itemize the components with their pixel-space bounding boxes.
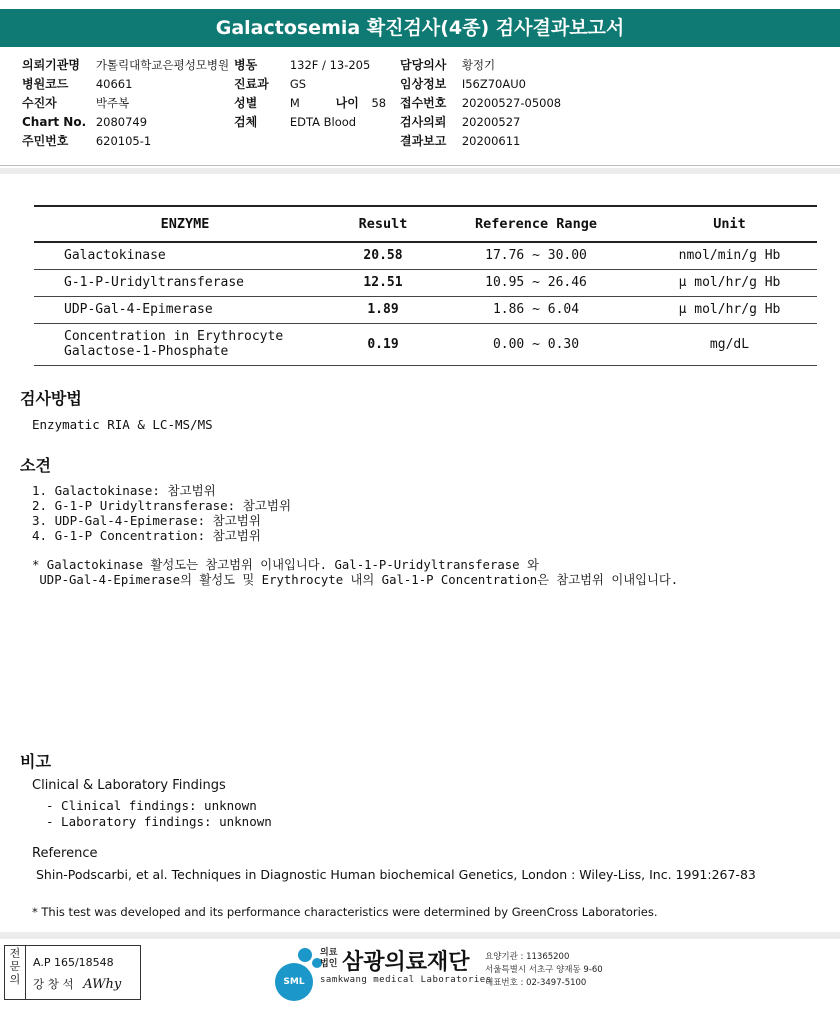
col-result: Result xyxy=(336,206,430,242)
specialist-label xyxy=(5,946,26,1000)
enzyme-unit: μ mol/hr/g Hb xyxy=(642,296,817,323)
specimen-row xyxy=(234,113,356,132)
name-row xyxy=(22,94,129,113)
col-unit: Unit xyxy=(642,206,817,242)
table-row xyxy=(34,269,817,296)
findings-note-line1: * Galactokinase 활성도는 참고범위 이내입니다. Gal-1-P-Uridyltransferase 와 xyxy=(32,558,539,572)
org-prefix-line2: 법인 xyxy=(320,959,338,969)
logo-dot-icon xyxy=(298,948,312,962)
hospital-label: 의뢰기관명 xyxy=(22,58,80,72)
id-row xyxy=(22,132,151,151)
code-label: 병원코드 xyxy=(22,77,69,91)
enzyme-result: 0.19 xyxy=(336,323,430,365)
reference-title: Reference xyxy=(32,846,98,861)
enzyme-range: 1.86 ~ 6.04 xyxy=(430,296,642,323)
signature-box xyxy=(4,945,141,1000)
ward-value: 132F / 13-205 xyxy=(289,58,371,72)
enzyme-result: 1.89 xyxy=(336,296,430,323)
report-row xyxy=(400,132,520,151)
report-label: 결과보고 xyxy=(400,134,447,148)
enzyme-range: 10.95 ~ 26.46 xyxy=(430,269,642,296)
table-row xyxy=(34,242,817,269)
footer-divider xyxy=(0,932,840,939)
age-label: 나이 xyxy=(335,96,359,110)
col-range: Reference Range xyxy=(430,206,642,242)
clinical-label: 임상정보 xyxy=(400,77,447,91)
org-info-address: 서울특별시 서초구 양재동 9-60 xyxy=(485,965,603,975)
clinical-row xyxy=(400,75,526,94)
doctor-label: 담당의사 xyxy=(400,58,447,72)
org-name: 삼광의료재단 xyxy=(342,950,470,975)
finding-item: 4. G-1-P Concentration: 참고범위 xyxy=(32,528,261,543)
enzyme-range: 17.76 ~ 30.00 xyxy=(430,242,642,269)
sex-label: 성별 xyxy=(234,96,258,110)
code-row xyxy=(22,75,132,94)
method-heading: 검사방법 xyxy=(20,389,82,408)
header-divider-shade xyxy=(0,168,840,174)
code-value: 40661 xyxy=(95,77,133,91)
finding-item: 2. G-1-P Uridyltransferase: 참고범위 xyxy=(32,498,292,513)
clinical-findings: - Clinical findings: unknown xyxy=(46,798,257,813)
dept-value: GS xyxy=(289,77,307,91)
enzyme-result: 20.58 xyxy=(336,242,430,269)
remarks-heading: 비고 xyxy=(20,752,51,771)
specimen-value: EDTA Blood xyxy=(289,115,357,129)
org-info-phone: 대표번호 : 02-3497-5100 xyxy=(485,978,587,988)
specimen-label: 검체 xyxy=(234,115,258,129)
sex-row xyxy=(234,94,386,113)
enzyme-name: UDP-Gal-4-Epimerase xyxy=(34,296,336,323)
sex-value: M xyxy=(289,96,300,110)
col-enzyme: ENZYME xyxy=(34,206,336,242)
org-prefix xyxy=(320,948,337,970)
age-value: 58 xyxy=(371,96,387,110)
ward-row xyxy=(234,56,370,75)
findings-heading: 소견 xyxy=(20,456,51,475)
enzyme-name: Galactokinase xyxy=(34,242,336,269)
org-name-en: samkwang medical Laboratories xyxy=(320,975,492,985)
signature: AWhy xyxy=(83,977,122,992)
receipt-row xyxy=(400,94,561,113)
chart-value: 2080749 xyxy=(95,115,148,129)
receipt-label: 접수번호 xyxy=(400,96,447,110)
table-row xyxy=(34,296,817,323)
method-text: Enzymatic RIA & LC-MS/MS xyxy=(32,417,213,432)
enzyme-unit: μ mol/hr/g Hb xyxy=(642,269,817,296)
enzyme-name-line2: Galactose-1-Phosphate xyxy=(64,344,229,359)
disclaimer: * This test was developed and its performance characteristics were determined by GreenCross Laboratories. xyxy=(32,905,658,919)
reference-text: Shin-Podscarbi, et al. Techniques in Diagnostic Human biochemical Genetics, London : Wiley-Liss, Inc. 1991:267-83 xyxy=(36,867,756,882)
doctor-row xyxy=(400,56,495,75)
laboratory-findings: - Laboratory findings: unknown xyxy=(46,814,272,829)
table-row xyxy=(34,323,817,365)
signer-row xyxy=(33,976,121,992)
org-info-code: 요양기관 : 11365200 xyxy=(485,952,570,962)
findings-note-line2: UDP-Gal-4-Epimerase의 활성도 및 Erythrocyte 내의 Gal-1-P Concentration은 참고범위 이내입니다. xyxy=(32,573,679,587)
report-value: 20200611 xyxy=(461,134,521,148)
results-table xyxy=(34,205,817,366)
clf-title: Clinical & Laboratory Findings xyxy=(32,778,226,793)
hospital-row xyxy=(22,56,229,75)
request-label: 검사의뢰 xyxy=(400,115,447,129)
chart-row xyxy=(22,113,147,132)
request-row xyxy=(400,113,520,132)
receipt-value: 20200527-05008 xyxy=(461,96,562,110)
enzyme-range: 0.00 ~ 0.30 xyxy=(430,323,642,365)
specialist-label-text: 전 문 의 xyxy=(9,947,21,986)
logo-icon: SML xyxy=(275,963,313,1001)
dept-row xyxy=(234,75,306,94)
finding-item: 1. Galactokinase: 참고범위 xyxy=(32,483,216,498)
report-title: Galactosemia 확진검사(4종) 검사결과보고서 xyxy=(0,9,840,47)
header-divider xyxy=(0,165,840,166)
enzyme-unit: nmol/min/g Hb xyxy=(642,242,817,269)
name-value: 박주복 xyxy=(95,96,130,110)
chart-label: Chart No. xyxy=(22,115,87,129)
hospital-value: 가톨릭대학교은평성모병원 xyxy=(95,58,230,72)
enzyme-name: G-1-P-Uridyltransferase xyxy=(34,269,336,296)
ward-label: 병동 xyxy=(234,58,258,72)
clinical-value: I56Z70AU0 xyxy=(461,77,526,91)
request-value: 20200527 xyxy=(461,115,521,129)
id-value: 620105-1 xyxy=(95,134,152,148)
enzyme-name-line1: Concentration in Erythrocyte xyxy=(64,329,284,344)
finding-item: 3. UDP-Gal-4-Epimerase: 참고범위 xyxy=(32,513,261,528)
ap-number: A.P 165/18548 xyxy=(33,956,114,969)
name-label: 수진자 xyxy=(22,96,57,110)
dept-label: 진료과 xyxy=(234,77,269,91)
table-header-row xyxy=(34,206,817,242)
doctor-value: 황정기 xyxy=(461,58,496,72)
id-label: 주민번호 xyxy=(22,134,69,148)
signer-name: 강 창 석 xyxy=(33,977,74,991)
org-info xyxy=(485,951,603,990)
enzyme-result: 12.51 xyxy=(336,269,430,296)
enzyme-name xyxy=(34,323,336,365)
enzyme-unit: mg/dL xyxy=(642,323,817,365)
org-prefix-line1: 의료 xyxy=(320,948,338,958)
